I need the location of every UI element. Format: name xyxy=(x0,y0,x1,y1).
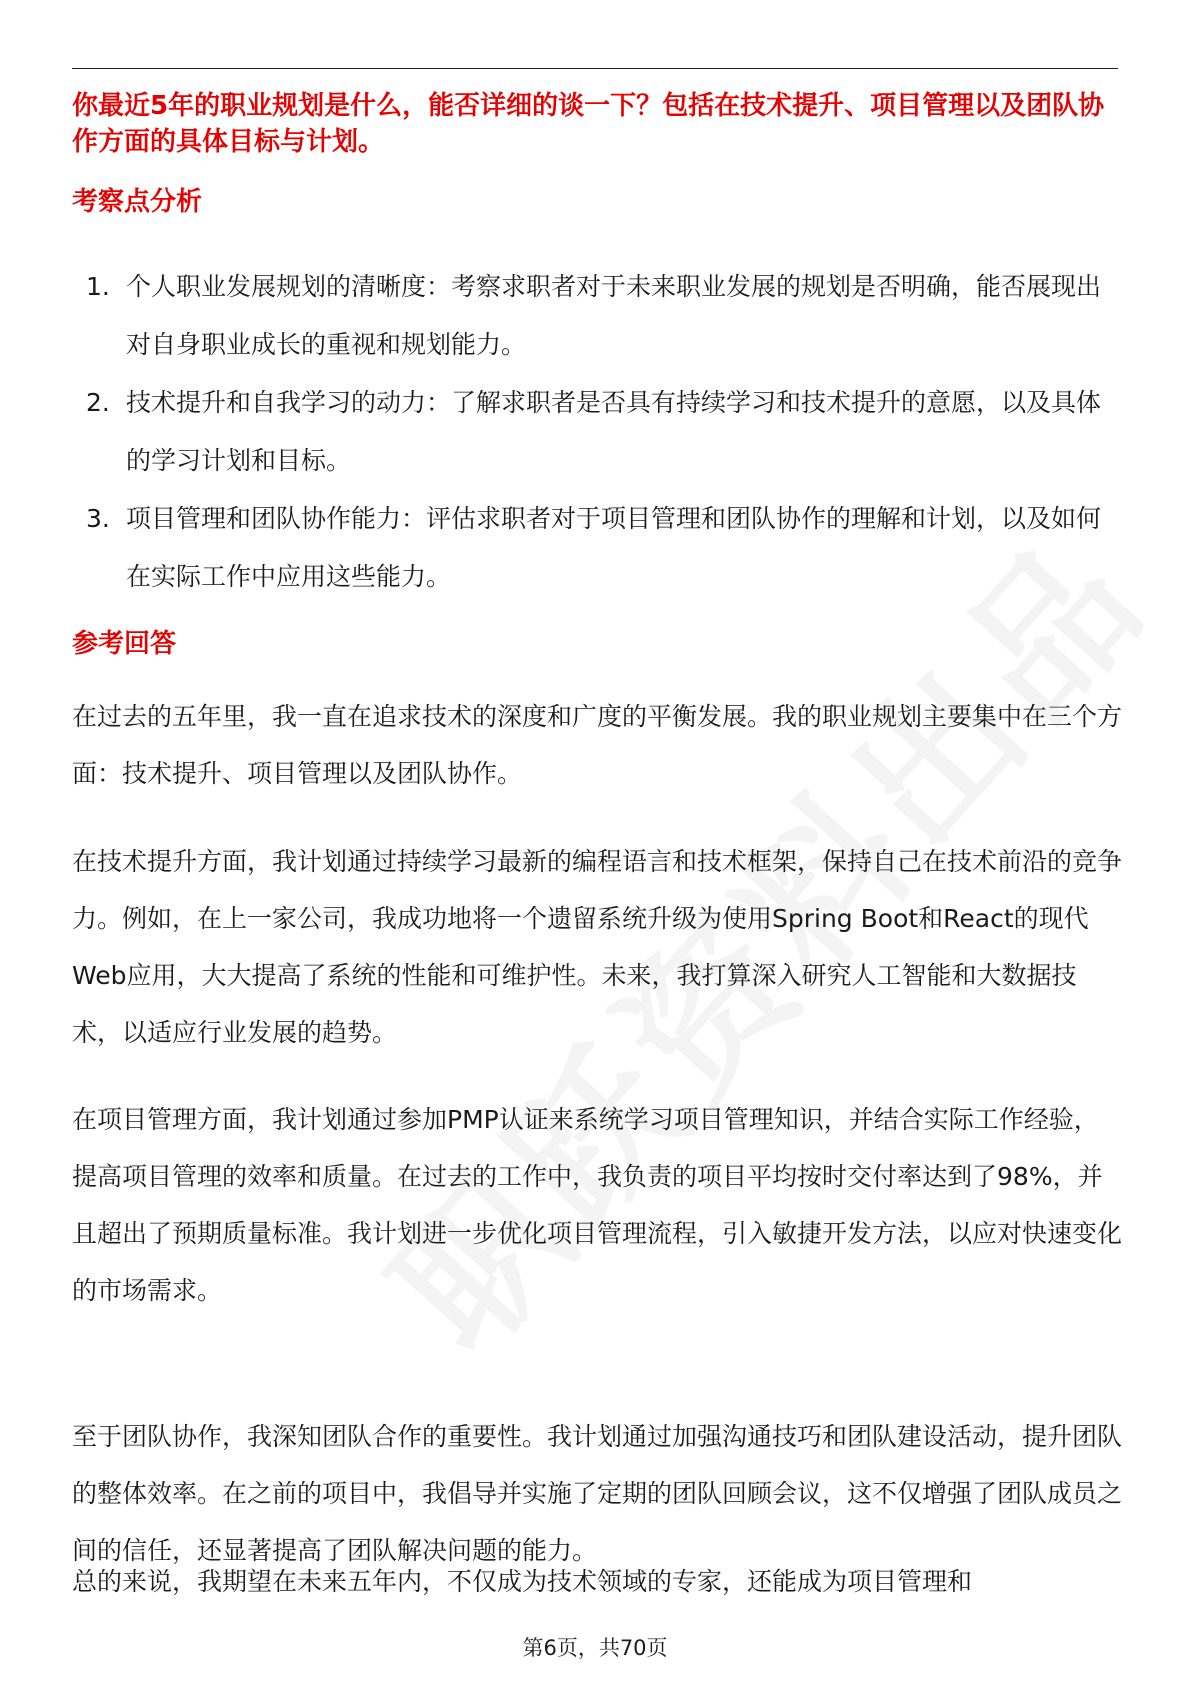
list-text: 个人职业发展规划的清晰度：考察求职者对于未来职业发展的规划是否明确，能否展现出对自身职业成长的重视和规划能力。 xyxy=(126,272,1102,359)
list-number: 3. xyxy=(86,504,110,533)
answer-paragraph: 在技术提升方面，我计划通过持续学习最新的编程语言和技术框架，保持自己在技术前沿的竞争力。例如，在上一家公司，我成功地将一个遗留系统升级为使用Spring Boot和React的现代Web应用，大大提高了系统的性能和可维护性。未来，我打算深入研究人工智能和大数据技术，以适应行业发展的趋势。 xyxy=(72,847,1123,1047)
answer-heading: 参考回答 xyxy=(72,629,177,659)
analysis-heading: 考察点分析 xyxy=(72,187,203,217)
page-footer: 第6页，共70页 xyxy=(522,1636,668,1660)
answer-paragraph: 在项目管理方面，我计划通过参加PMP认证来系统学习项目管理知识，并结合实际工作经验，提高项目管理的效率和质量。在过去的工作中，我负责的项目平均按时交付率达到了98%，并且超出了预期质量标准。我计划进一步优化项目管理流程，引入敏捷开发方法，以应对快速变化的市场需求。 xyxy=(72,1105,1123,1305)
analysis-list xyxy=(72,258,1122,606)
list-text: 技术提升和自我学习的动力：了解求职者是否具有持续学习和技术提升的意愿，以及具体的学习计划和目标。 xyxy=(126,388,1102,475)
list-number: 2. xyxy=(86,388,110,417)
list-number: 1. xyxy=(86,272,110,301)
answer-paragraph: 总的来说，我期望在未来五年内，不仅成为技术领域的专家，还能成为项目管理和 xyxy=(72,1567,973,1596)
list-item xyxy=(72,490,1122,606)
list-item xyxy=(72,258,1122,374)
answer-paragraph: 至于团队协作，我深知团队合作的重要性。我计划通过加强沟通技巧和团队建设活动，提升团队的整体效率。在之前的项目中，我倡导并实施了定期的团队回顾会议，这不仅增强了团队成员之间的信任，还显著提高了团队解决问题的能力。 xyxy=(72,1422,1123,1565)
list-text: 项目管理和团队协作能力：评估求职者对于项目管理和团队协作的理解和计划，以及如何在实际工作中应用这些能力。 xyxy=(126,504,1102,591)
answer-paragraph: 在过去的五年里，我一直在追求技术的深度和广度的平衡发展。我的职业规划主要集中在三个方面：技术提升、项目管理以及团队协作。 xyxy=(72,702,1123,788)
list-item xyxy=(72,374,1122,490)
top-rule xyxy=(72,68,1118,69)
question-title: 你最近5年的职业规划是什么，能否详细的谈一下？包括在技术提升、项目管理以及团队协作方面的具体目标与计划。 xyxy=(72,91,1105,157)
